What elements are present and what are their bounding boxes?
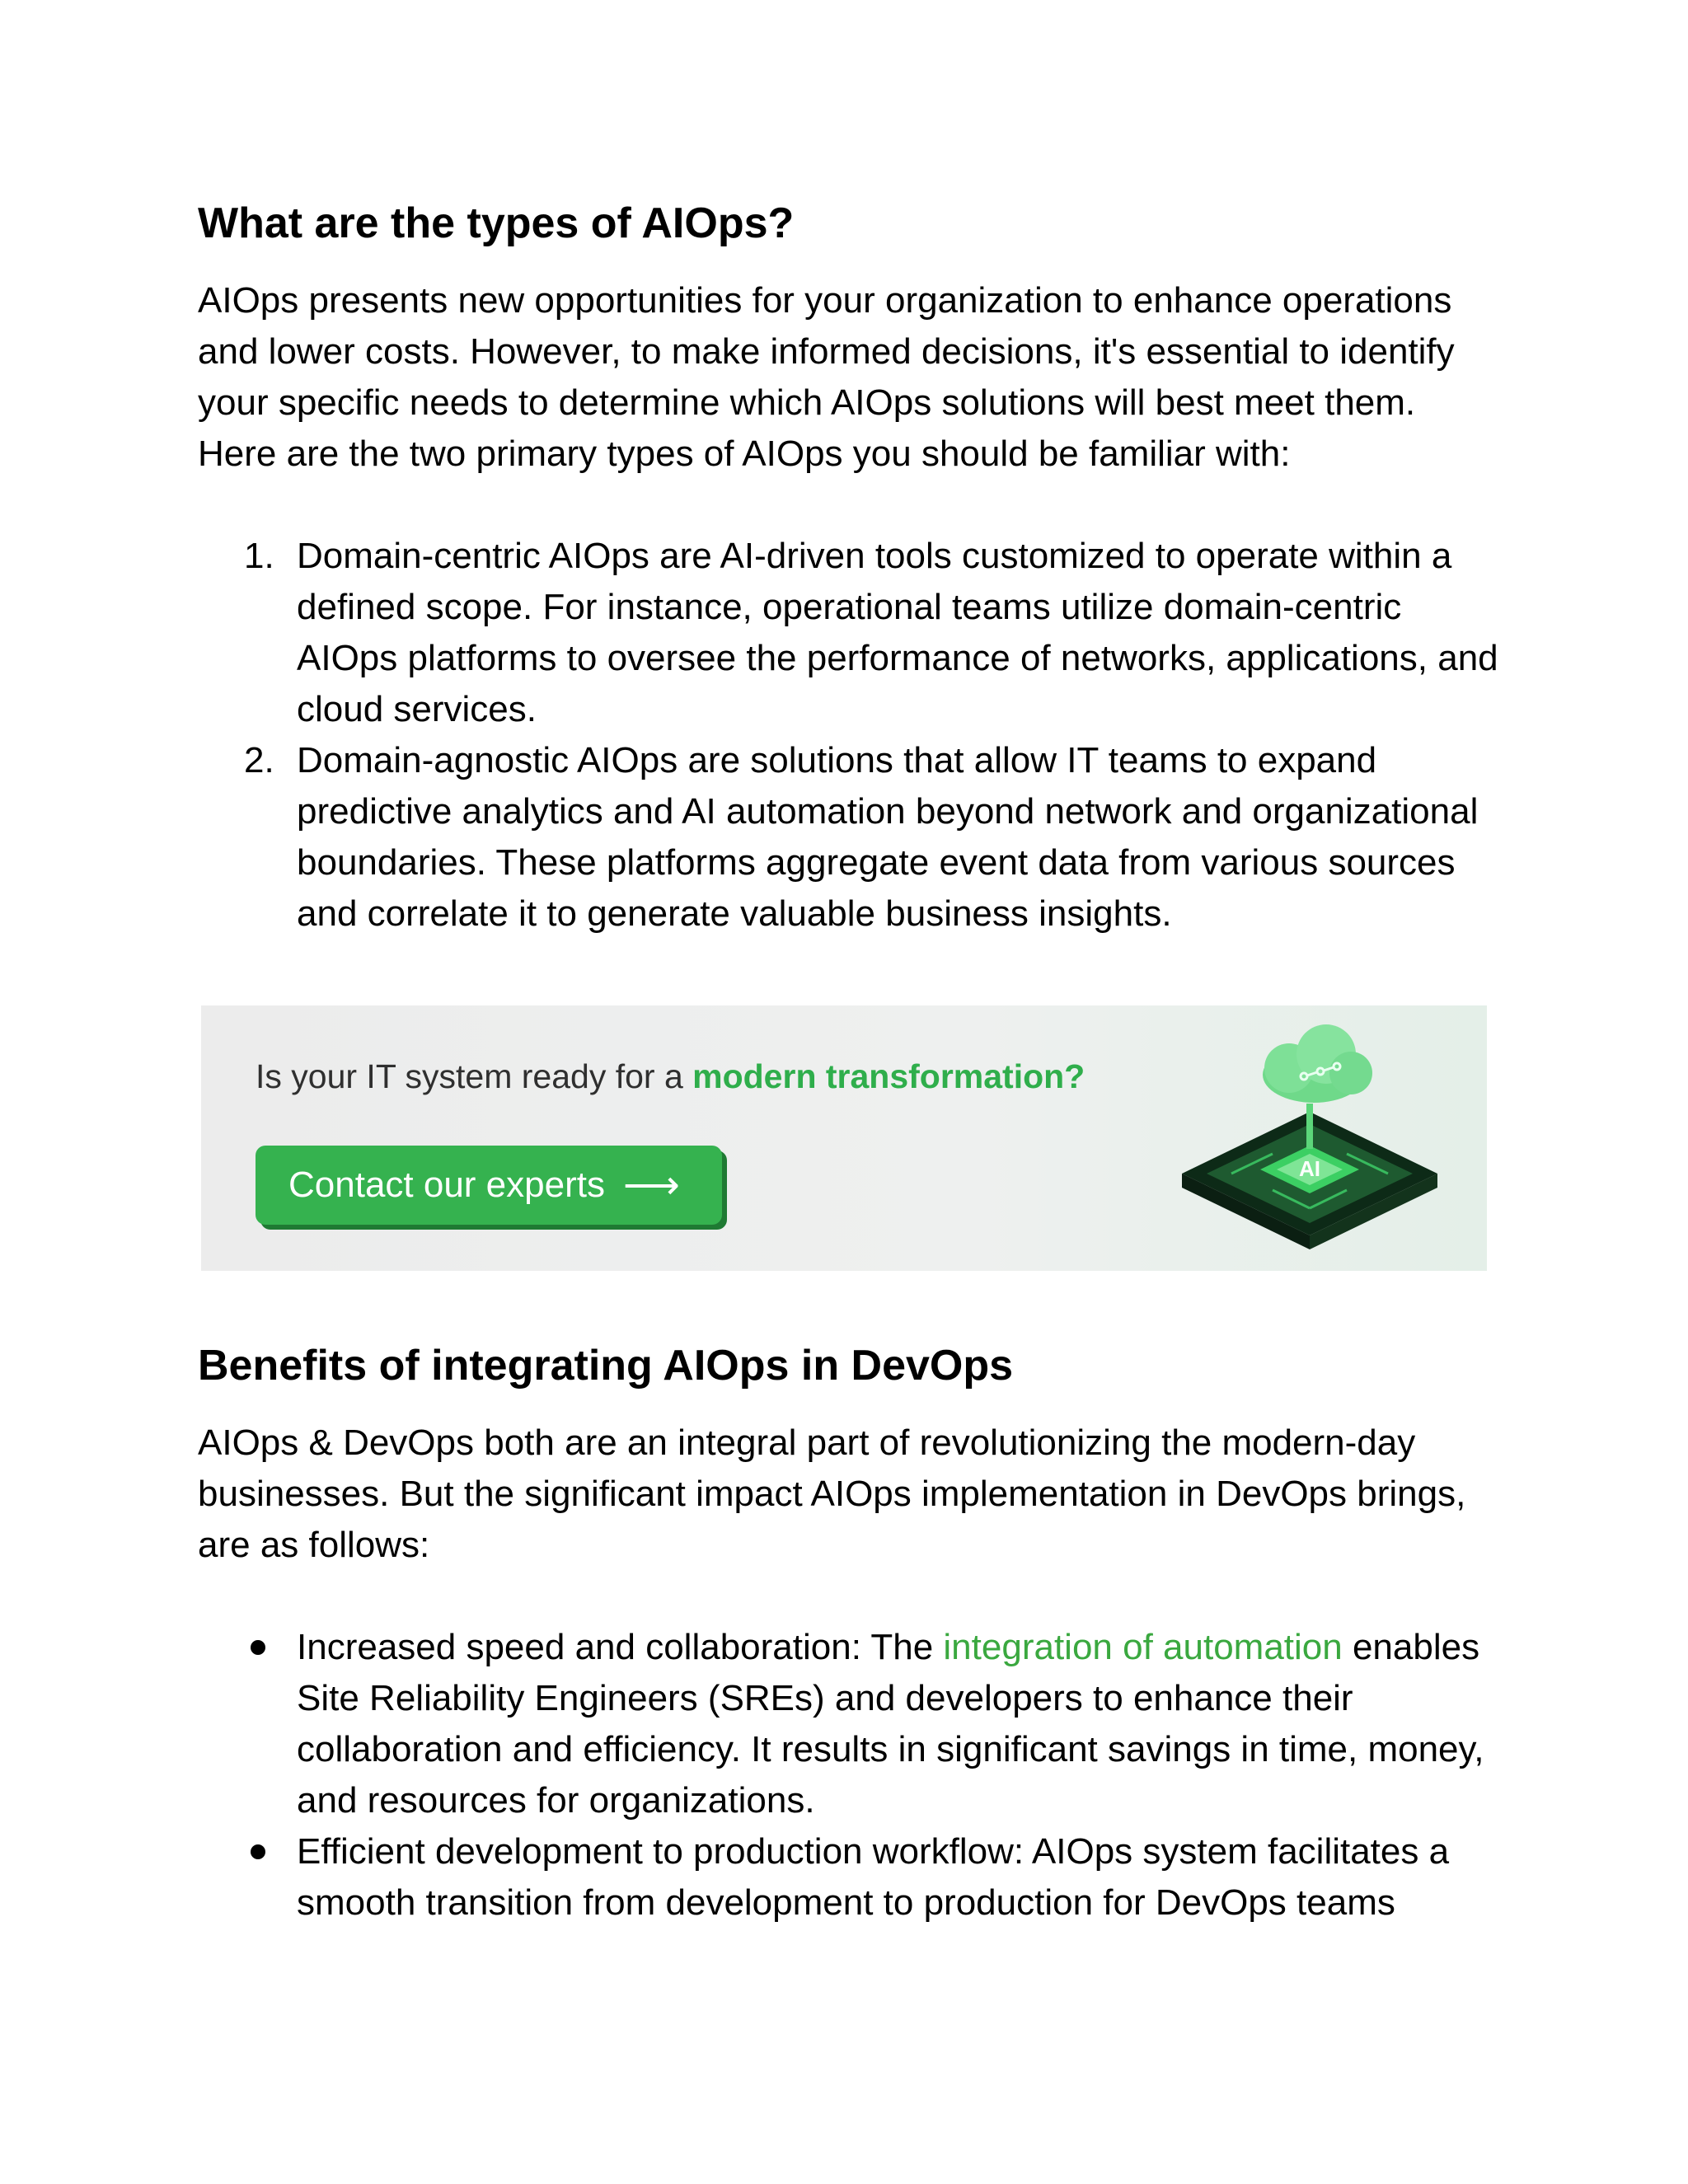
arrow-right-icon: ⟶ <box>622 1164 680 1207</box>
banner-question-prefix: Is your IT system ready for a <box>256 1057 693 1095</box>
list-item <box>198 1826 1500 1929</box>
list-item <box>198 735 1500 940</box>
bullet-icon <box>251 1844 265 1859</box>
list-item <box>198 1622 1500 1826</box>
ai-chip-cloud-icon <box>1174 1017 1454 1264</box>
cta-banner <box>201 1005 1487 1271</box>
benefits-heading: Benefits of integrating AIOps in DevOps <box>198 1342 1014 1390</box>
contact-experts-label: Contact our experts <box>288 1165 605 1205</box>
banner-question-highlight: modern transformation? <box>692 1057 1085 1095</box>
document-page <box>198 194 1500 1929</box>
list-item-text: Domain-agnostic AIOps are solutions that allow IT teams to expand predictive analytics and AI automation beyond network and organizational boundaries. These platforms aggregate event data from various sources and correlate it to generate valuable business insights. <box>297 740 1479 934</box>
list-number: 2. <box>244 740 274 780</box>
types-numbered-list <box>198 531 1500 940</box>
types-intro-paragraph: AIOps presents new opportunities for your organization to enhance operations and lower costs. However, to make informed decisions, it's essential to identify your specific needs to determine which AIOps solutions will best meet them. Here are the two primary types of AIOps you should be familiar with: <box>198 280 1455 474</box>
banner-question <box>256 1053 1085 1099</box>
list-item <box>198 531 1500 735</box>
benefits-bullet-list <box>198 1622 1500 1929</box>
list-number: 1. <box>244 536 274 576</box>
integration-of-automation-link[interactable]: integration of automation <box>943 1627 1343 1667</box>
list-item-text: Efficient development to production workflow: AIOps system facilitates a smooth transition from development to production for DevOps teams <box>297 1831 1450 1923</box>
list-item-text: Domain-centric AIOps are AI-driven tools customized to operate within a defined scope. For instance, operational teams utilize domain-centric AIOps platforms to oversee the performance of networks, applications, and cloud services. <box>297 536 1498 729</box>
list-item-text-after: enables Site Reliability Engineers (SREs) and developers to enhance their collaboration and efficiency. It results in significant savings in time, money, and resources for organizations. <box>297 1627 1484 1821</box>
cloud-connector <box>1306 1104 1313 1149</box>
list-item-text-before: Increased speed and collaboration: The <box>297 1627 944 1667</box>
bullet-icon <box>251 1640 265 1655</box>
contact-experts-button[interactable] <box>256 1146 722 1225</box>
benefits-intro-paragraph: AIOps & DevOps both are an integral part of revolutionizing the modern-day businesses. But the significant impact AIOps implementation in DevOps brings, are as follows: <box>198 1422 1466 1565</box>
types-heading: What are the types of AIOps? <box>198 199 795 247</box>
cloud-shape <box>1263 1024 1372 1103</box>
chip-label: AI <box>1299 1156 1320 1181</box>
